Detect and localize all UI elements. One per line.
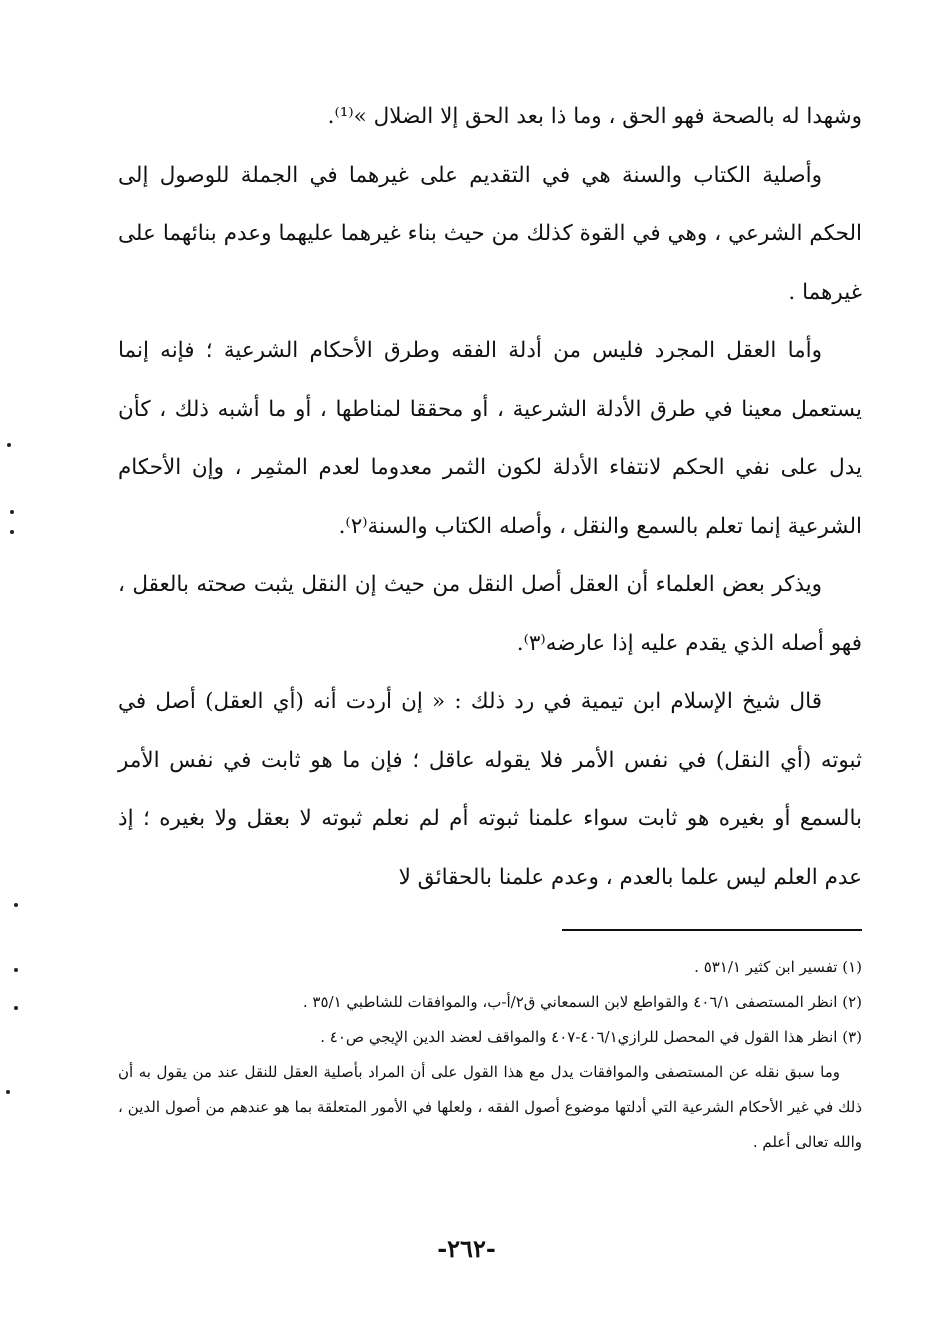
scan-speck	[6, 1090, 10, 1094]
main-text	[118, 88, 862, 907]
footnotes	[118, 950, 862, 1160]
footnote-2: (٢) انظر المستصفى ٤٠٦/١ والقواطع لابن السمعاني ق٢/أ-ب، والموافقات للشاطبي ٣٥/١ .	[302, 993, 862, 1011]
footnote-3-continuation: وما سبق نقله عن المستصفى والموافقات يدل مع هذا القول على أن المراد بأصلية العقل للنقل عند من يقول به أن ذلك في غير الأحكام الشرعية التي أدلتها موضوع أصول الفقه ، ولعلها في الأمور المتعلقة بما هو عندهم من أصول الدين ، والله تعالى أعلم .	[118, 1063, 862, 1151]
scan-speck	[7, 443, 11, 447]
paragraph: وشهدا له بالصحة فهو الحق ، وما ذا بعد الحق إلا الضلال »⁽¹⁾.	[327, 104, 862, 129]
paragraph: وأما العقل المجرد فليس من أدلة الفقه وطرق الأحكام الشرعية ؛ فإنه إنما يستعمل معينا في طرق الأدلة الشرعية ، أو محققا لمناطها ، أو ما أشبه ذلك ، كأن يدل على نفي الحكم لانتفاء الأدلة لكون الثمر معدوما لعدم المثمِر ، وإن الأحكام الشرعية إنما تعلم بالسمع والنقل ، وأصله الكتاب والسنة⁽٢⁾.	[118, 338, 862, 539]
paragraph: وأصلية الكتاب والسنة هي في التقديم على غيرهما في الجملة للوصول إلى الحكم الشرعي ، وهي في القوة كذلك من حيث بناء غيرهما عليهما وعدم بنائهما على غيرهما .	[118, 162, 862, 305]
scan-speck	[14, 968, 18, 972]
page-number: -٢٦٢-	[437, 1234, 496, 1263]
scan-speck	[10, 530, 14, 534]
scan-speck	[10, 510, 14, 514]
scan-speck	[14, 1006, 18, 1010]
scan-speck	[14, 903, 18, 907]
paragraph: ويذكر بعض العلماء أن العقل أصل النقل من حيث إن النقل يثبت صحته بالعقل ، فهو أصله الذي يقدم عليه إذا عارضه⁽٣⁾.	[118, 572, 862, 656]
paragraph: قال شيخ الإسلام ابن تيمية في رد ذلك : « إن أردت أنه (أي العقل) أصل في ثبوته (أي النقل) في نفس الأمر فلا يقوله عاقل ؛ فإن ما هو ثابت في نفس الأمر بالسمع أو بغيره هو ثابت سواء علمنا ثبوته أم لم نعلم ثبوته لا بعقل ولا بغيره ؛ إذ عدم العلم ليس علما بالعدم ، وعدم علمنا بالحقائق لا	[118, 689, 862, 890]
footnote-1: (١) تفسير ابن كثير ٥٣١/١ .	[694, 958, 862, 976]
footnote-3: (٣) انظر هذا القول في المحصل للرازي٤٠٦/١-٤٠٧ والمواقف لعضد الدين الإيجي ص٤٠ .	[320, 1028, 862, 1046]
footnote-separator	[562, 929, 862, 931]
